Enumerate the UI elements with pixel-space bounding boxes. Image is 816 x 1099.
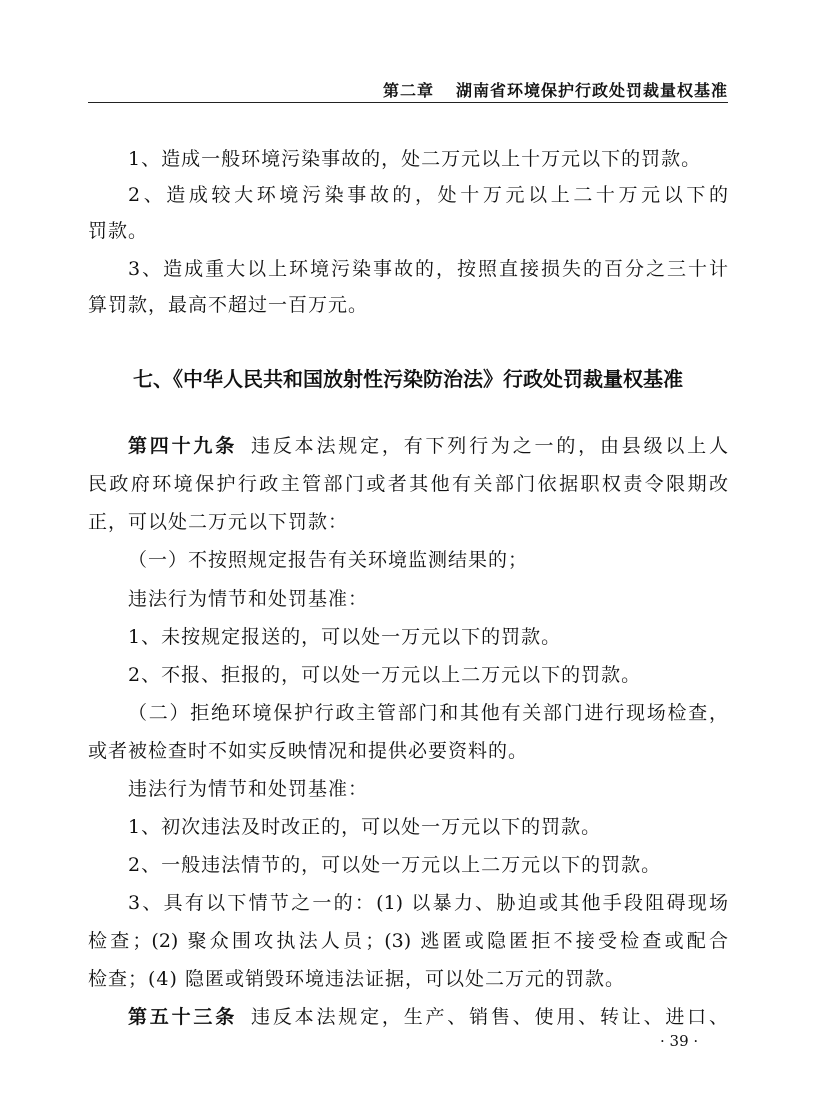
clause-2-line-1: （二）拒绝环境保护行政主管部门和其他有关部门进行现场检查， (128, 702, 728, 724)
penalty-item-3-line-2: 算罚款，最高不超过一百万元。 (88, 294, 369, 316)
penalty-item-2-line-2: 罚款。 (88, 220, 149, 242)
clause-2-item-2: 2、一般违法情节的，可以处一万元以上二万元以下的罚款。 (128, 854, 662, 876)
clause-2-item-3-line-3: 检查；(4) 隐匿或销毁环境违法证据，可以处二万元的罚款。 (88, 968, 625, 990)
article-49-label: 第四十九条 (128, 435, 238, 457)
running-head (88, 72, 728, 103)
article-53-line-1 (128, 999, 728, 1035)
clause-2-item-3-line-2: 检查；(2) 聚众围攻执法人员；(3) 逃匿或隐匿拒不接受检查或配合 (88, 930, 728, 952)
running-head-text (383, 78, 728, 101)
article-49-line-3: 正，可以处二万元以下罚款： (88, 511, 349, 533)
penalty-item-2-line-1: 2、造成较大环境污染事故的，处十万元以上二十万元以下的 (128, 184, 728, 206)
clause-2-line-2: 或者被检查时不如实反映情况和提供必要资料的。 (88, 740, 529, 762)
clause-1-item-1: 1、未按规定报送的，可以处一万元以下的罚款。 (128, 626, 562, 648)
standard-label-2: 违法行为情节和处罚基准： (128, 778, 369, 800)
clause-1: （一）不按照规定报告有关环境监测结果的； (128, 549, 529, 571)
chapter-title: 湖南省环境保护行政处罚裁量权基准 (455, 81, 728, 100)
penalty-item-3-line-1: 3、造成重大以上环境污染事故的，按照直接损失的百分之三十计 (128, 258, 728, 280)
article-53-text-1: 违反本法规定，生产、销售、使用、转让、进口、 (251, 1006, 728, 1028)
section-heading: 七、《中华人民共和国放射性污染防治法》行政处罚裁量权基准 (133, 367, 683, 391)
clause-2-item-1: 1、初次违法及时改正的，可以处一万元以下的罚款。 (128, 816, 602, 838)
article-49-text-1: 违反本法规定，有下列行为之一的，由县级以上人 (251, 435, 728, 457)
chapter-label: 第二章 (382, 81, 434, 100)
clause-1-item-2: 2、不报、拒报的，可以处一万元以上二万元以下的罚款。 (128, 664, 642, 686)
penalty-item-1: 1、造成一般环境污染事故的，处二万元以上十万元以下的罚款。 (128, 148, 702, 170)
standard-label-1: 违法行为情节和处罚基准： (128, 588, 369, 610)
article-49-line-2: 民政府环境保护行政主管部门或者其他有关部门依据职权责令限期改 (88, 473, 728, 495)
article-53-label: 第五十三条 (128, 1006, 238, 1028)
article-49-line-1 (128, 428, 728, 464)
clause-2-item-3-line-1: 3、具有以下情节之一的：(1) 以暴力、胁迫或其他手段阻碍现场 (128, 892, 728, 914)
page-number: · 39 · (660, 1032, 699, 1050)
